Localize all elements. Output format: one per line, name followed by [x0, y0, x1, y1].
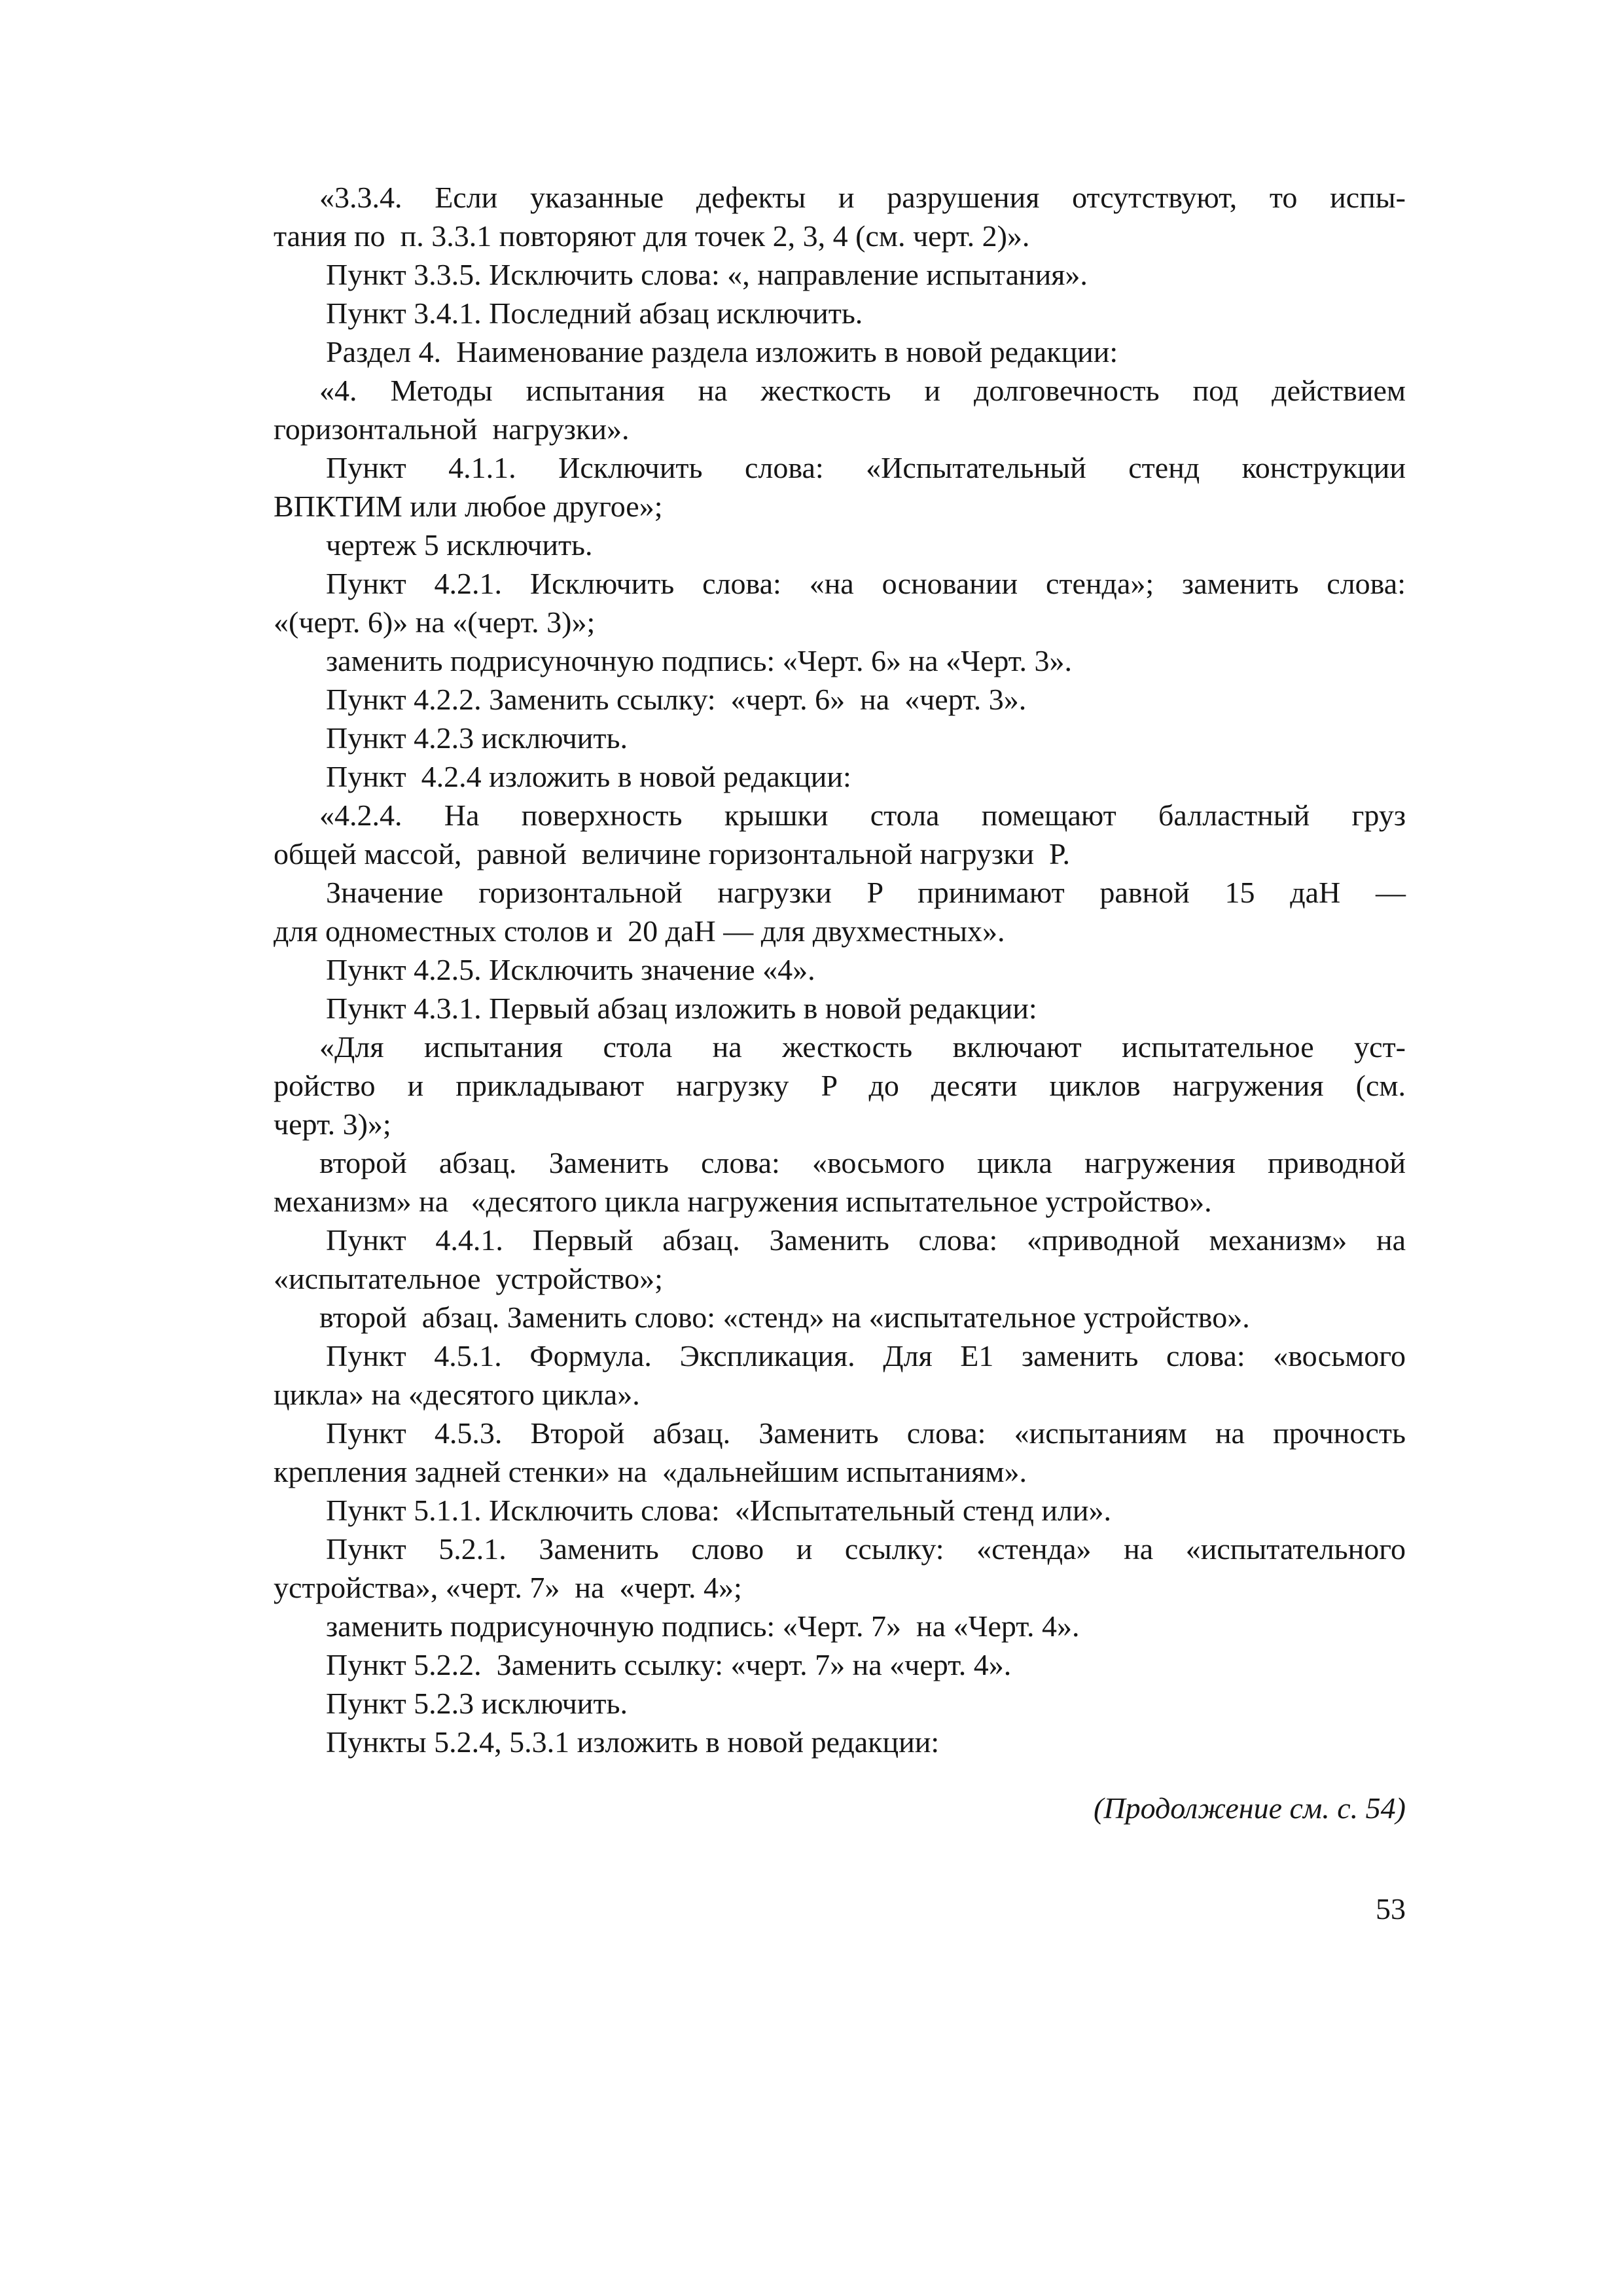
text-line: крепления задней стенки» на «дальнейшим испытаниям».	[274, 1455, 1027, 1488]
text-line: Пункт 4.4.1. Первый абзац. Заменить слова: «приводной механизм» на	[326, 1223, 1406, 1257]
page-number: 53	[1376, 1892, 1406, 1926]
text-line: общей массой, равной величине горизонтальной нагрузки P.	[274, 837, 1071, 870]
text-line: «испытательное устройство»;	[274, 1262, 663, 1295]
text-line: Пункт 4.5.3. Второй абзац. Заменить слова: «испытаниям на прочность	[326, 1416, 1406, 1450]
continuation-note: (Продолжение см. с. 54)	[1094, 1791, 1406, 1825]
text-line: Пункт 5.2.2. Заменить ссылку: «черт. 7» на «черт. 4».	[326, 1648, 1012, 1681]
text-line: ВПКТИМ или любое другое»;	[274, 490, 663, 523]
text-line: Раздел 4. Наименование раздела изложить в новой редакции:	[326, 335, 1118, 368]
text-line: цикла» на «десятого цикла».	[274, 1378, 640, 1411]
text-line: Значение горизонтальной нагрузки P принимают равной 15 даН —	[326, 876, 1406, 909]
text-line: механизм» на «десятого цикла нагружения испытательное устройство».	[274, 1185, 1212, 1218]
text-line: «3.3.4. Если указанные дефекты и разрушения отсутствуют, то испы-	[319, 181, 1406, 214]
text-line: Пункт 4.2.2. Заменить ссылку: «черт. 6» на «черт. 3».	[326, 683, 1027, 716]
text-line: «4.2.4. На поверхность крышки стола помещают балластный груз	[319, 798, 1406, 832]
text-line: Пункт 4.2.1. Исключить слова: «на основании стенда»; заменить слова:	[326, 567, 1406, 600]
text-line: для одноместных столов и 20 даН — для двухместных».	[274, 914, 1005, 948]
text-line: Пункт 3.4.1. Последний абзац исключить.	[326, 296, 863, 330]
text-line: Пункт 4.1.1. Исключить слова: «Испытательный стенд конструкции	[326, 451, 1406, 484]
text-line: чертеж 5 исключить.	[326, 528, 593, 562]
text-line: второй абзац. Заменить слова: «восьмого цикла нагружения приводной	[319, 1146, 1406, 1179]
text-line: «Для испытания стола на жесткость включают испытательное уст-	[319, 1030, 1406, 1064]
text-line: Пункт 4.5.1. Формула. Экспликация. Для E1 заменить слова: «восьмого	[326, 1339, 1406, 1372]
text-line: Пункт 3.3.5. Исключить слова: «, направление испытания».	[326, 258, 1088, 291]
text-line: второй абзац. Заменить слово: «стенд» на «испытательное устройство».	[319, 1300, 1250, 1334]
text-line: Пункт 4.2.5. Исключить значение «4».	[326, 953, 815, 986]
text-line: горизонтальной нагрузки».	[274, 412, 630, 446]
text-line: Пункт 5.2.1. Заменить слово и ссылку: «стенда» на «испытательного	[326, 1532, 1406, 1566]
text-line: черт. 3)»;	[274, 1107, 391, 1141]
text-line: тания по п. 3.3.1 повторяют для точек 2, 3, 4 (см. черт. 2)».	[274, 219, 1030, 253]
text-line: Пункт 4.3.1. Первый абзац изложить в новой редакции:	[326, 992, 1037, 1025]
document-body	[274, 178, 1406, 1761]
text-line: заменить подрисуночную подпись: «Черт. 7» на «Черт. 4».	[326, 1609, 1080, 1643]
text-line: устройства», «черт. 7» на «черт. 4»;	[274, 1571, 742, 1604]
text-line: ройство и прикладывают нагрузку P до десяти циклов нагружения (см.	[274, 1069, 1406, 1102]
text-line: заменить подрисуночную подпись: «Черт. 6» на «Черт. 3».	[326, 644, 1072, 677]
text-line: Пункты 5.2.4, 5.3.1 изложить в новой редакции:	[326, 1725, 940, 1759]
text-line: Пункт 4.2.4 изложить в новой редакции:	[326, 760, 851, 793]
text-line: Пункт 4.2.3 исключить.	[326, 721, 628, 755]
text-line: Пункт 5.2.3 исключить.	[326, 1687, 628, 1720]
text-line: «(черт. 6)» на «(черт. 3)»;	[274, 605, 596, 639]
text-line: «4. Методы испытания на жесткость и долговечность под действием	[319, 374, 1406, 407]
text-line: Пункт 5.1.1. Исключить слова: «Испытательный стенд или».	[326, 1494, 1112, 1527]
